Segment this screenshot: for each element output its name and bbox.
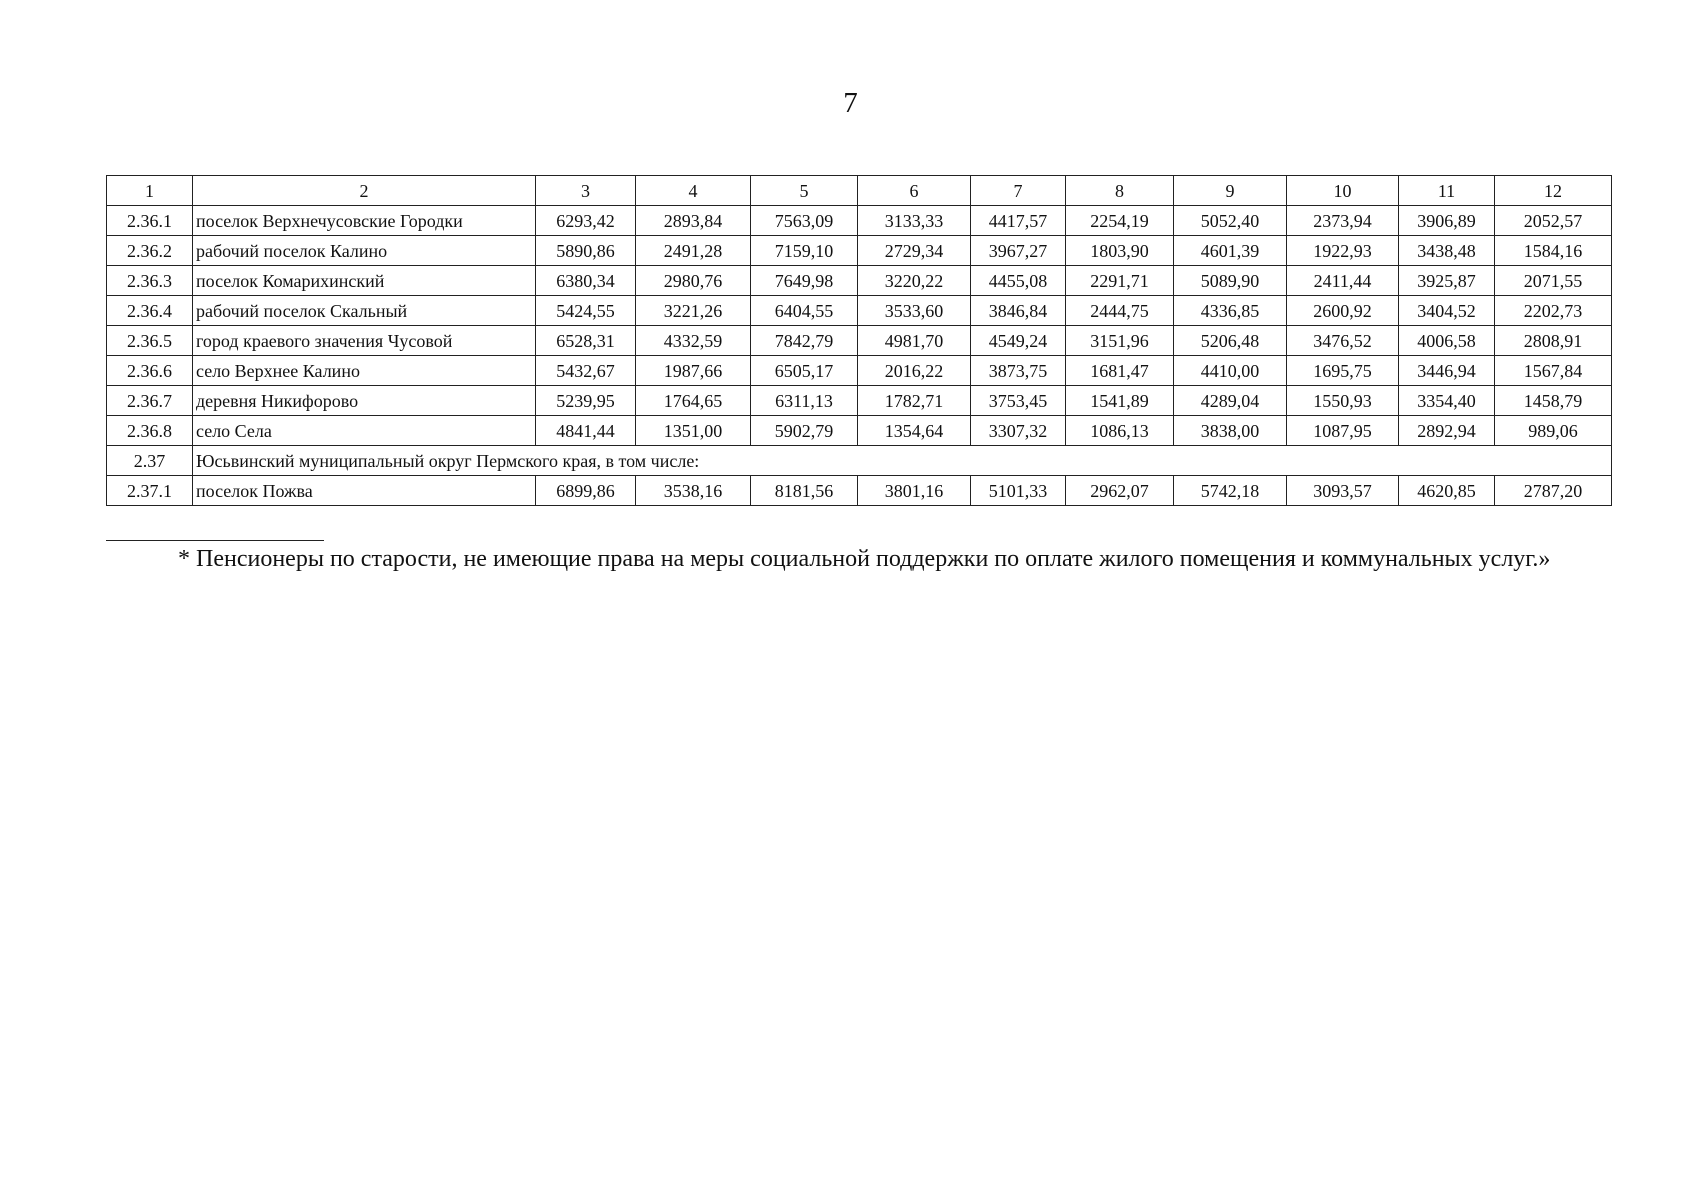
column-header: 4 xyxy=(636,176,751,206)
value-cell: 3476,52 xyxy=(1287,326,1399,356)
value-cell: 2202,73 xyxy=(1495,296,1612,326)
value-cell: 3354,40 xyxy=(1399,386,1495,416)
value-cell: 3801,16 xyxy=(858,476,971,506)
value-cell: 3093,57 xyxy=(1287,476,1399,506)
value-cell: 5089,90 xyxy=(1174,266,1287,296)
value-cell: 2808,91 xyxy=(1495,326,1612,356)
value-cell: 7563,09 xyxy=(751,206,858,236)
value-cell: 1087,95 xyxy=(1287,416,1399,446)
page-number: 7 xyxy=(843,87,858,119)
value-cell: 4549,24 xyxy=(971,326,1066,356)
column-header: 2 xyxy=(193,176,536,206)
value-cell: 2071,55 xyxy=(1495,266,1612,296)
value-cell: 3753,45 xyxy=(971,386,1066,416)
column-header: 1 xyxy=(107,176,193,206)
settlement-name-cell: поселок Верхнечусовские Городки xyxy=(193,206,536,236)
settlement-name-cell: село Села xyxy=(193,416,536,446)
column-header: 5 xyxy=(751,176,858,206)
value-cell: 3221,26 xyxy=(636,296,751,326)
value-cell: 4455,08 xyxy=(971,266,1066,296)
table-row xyxy=(107,206,1612,236)
settlement-name-cell: поселок Комарихинский xyxy=(193,266,536,296)
value-cell: 2411,44 xyxy=(1287,266,1399,296)
row-number-cell: 2.36.4 xyxy=(107,296,193,326)
column-header: 7 xyxy=(971,176,1066,206)
value-cell: 5206,48 xyxy=(1174,326,1287,356)
row-number-cell: 2.36.8 xyxy=(107,416,193,446)
value-cell: 5432,67 xyxy=(536,356,636,386)
value-cell: 2052,57 xyxy=(1495,206,1612,236)
column-header: 9 xyxy=(1174,176,1287,206)
table-row xyxy=(107,326,1612,356)
value-cell: 6311,13 xyxy=(751,386,858,416)
value-cell: 4417,57 xyxy=(971,206,1066,236)
value-cell: 2444,75 xyxy=(1066,296,1174,326)
value-cell: 1987,66 xyxy=(636,356,751,386)
value-cell: 5424,55 xyxy=(536,296,636,326)
section-row xyxy=(107,446,1612,476)
settlement-name-cell: город краевого значения Чусовой xyxy=(193,326,536,356)
value-cell: 3133,33 xyxy=(858,206,971,236)
value-cell: 1354,64 xyxy=(858,416,971,446)
value-cell: 4410,00 xyxy=(1174,356,1287,386)
value-cell: 5101,33 xyxy=(971,476,1066,506)
value-cell: 6899,86 xyxy=(536,476,636,506)
value-cell: 3967,27 xyxy=(971,236,1066,266)
footnote-divider xyxy=(106,540,324,541)
value-cell: 4841,44 xyxy=(536,416,636,446)
row-number-cell: 2.36.1 xyxy=(107,206,193,236)
value-cell: 3307,32 xyxy=(971,416,1066,446)
value-cell: 6293,42 xyxy=(536,206,636,236)
value-cell: 989,06 xyxy=(1495,416,1612,446)
value-cell: 1782,71 xyxy=(858,386,971,416)
value-cell: 3838,00 xyxy=(1174,416,1287,446)
value-cell: 3404,52 xyxy=(1399,296,1495,326)
value-cell: 4332,59 xyxy=(636,326,751,356)
value-cell: 2893,84 xyxy=(636,206,751,236)
value-cell: 1764,65 xyxy=(636,386,751,416)
value-cell: 1351,00 xyxy=(636,416,751,446)
value-cell: 3873,75 xyxy=(971,356,1066,386)
column-header: 11 xyxy=(1399,176,1495,206)
value-cell: 1567,84 xyxy=(1495,356,1612,386)
table-row xyxy=(107,296,1612,326)
value-cell: 2291,71 xyxy=(1066,266,1174,296)
value-cell: 6528,31 xyxy=(536,326,636,356)
value-cell: 2892,94 xyxy=(1399,416,1495,446)
value-cell: 3906,89 xyxy=(1399,206,1495,236)
value-cell: 3538,16 xyxy=(636,476,751,506)
value-cell: 6380,34 xyxy=(536,266,636,296)
value-cell: 4620,85 xyxy=(1399,476,1495,506)
row-number-cell: 2.37 xyxy=(107,446,193,476)
tariff-table xyxy=(106,175,1612,506)
value-cell: 5052,40 xyxy=(1174,206,1287,236)
settlement-name-cell: поселок Пожва xyxy=(193,476,536,506)
value-cell: 1550,93 xyxy=(1287,386,1399,416)
value-cell: 1541,89 xyxy=(1066,386,1174,416)
value-cell: 1584,16 xyxy=(1495,236,1612,266)
value-cell: 1695,75 xyxy=(1287,356,1399,386)
value-cell: 1681,47 xyxy=(1066,356,1174,386)
column-header: 10 xyxy=(1287,176,1399,206)
value-cell: 3846,84 xyxy=(971,296,1066,326)
value-cell: 2980,76 xyxy=(636,266,751,296)
value-cell: 5902,79 xyxy=(751,416,858,446)
value-cell: 7649,98 xyxy=(751,266,858,296)
value-cell: 3446,94 xyxy=(1399,356,1495,386)
value-cell: 6505,17 xyxy=(751,356,858,386)
table-row xyxy=(107,386,1612,416)
value-cell: 8181,56 xyxy=(751,476,858,506)
table-header-row xyxy=(107,176,1612,206)
value-cell: 2016,22 xyxy=(858,356,971,386)
table-row xyxy=(107,476,1612,506)
settlement-name-cell: село Верхнее Калино xyxy=(193,356,536,386)
table-row xyxy=(107,356,1612,386)
table-row xyxy=(107,416,1612,446)
table-row xyxy=(107,266,1612,296)
column-header: 8 xyxy=(1066,176,1174,206)
value-cell: 1922,93 xyxy=(1287,236,1399,266)
table-row xyxy=(107,236,1612,266)
value-cell: 3151,96 xyxy=(1066,326,1174,356)
row-number-cell: 2.36.2 xyxy=(107,236,193,266)
column-header: 6 xyxy=(858,176,971,206)
footnote: * Пенсионеры по старости, не имеющие права на меры социальной поддержки по оплате жилого помещения и коммунальных услуг.» xyxy=(178,546,1551,572)
row-number-cell: 2.37.1 xyxy=(107,476,193,506)
value-cell: 7159,10 xyxy=(751,236,858,266)
value-cell: 4006,58 xyxy=(1399,326,1495,356)
settlement-name-cell: рабочий поселок Калино xyxy=(193,236,536,266)
value-cell: 1458,79 xyxy=(1495,386,1612,416)
value-cell: 3438,48 xyxy=(1399,236,1495,266)
value-cell: 4336,85 xyxy=(1174,296,1287,326)
value-cell: 5890,86 xyxy=(536,236,636,266)
value-cell: 3220,22 xyxy=(858,266,971,296)
value-cell: 6404,55 xyxy=(751,296,858,326)
value-cell: 2962,07 xyxy=(1066,476,1174,506)
value-cell: 1086,13 xyxy=(1066,416,1174,446)
value-cell: 3925,87 xyxy=(1399,266,1495,296)
value-cell: 1803,90 xyxy=(1066,236,1174,266)
value-cell: 3533,60 xyxy=(858,296,971,326)
value-cell: 4601,39 xyxy=(1174,236,1287,266)
value-cell: 4981,70 xyxy=(858,326,971,356)
column-header: 3 xyxy=(536,176,636,206)
row-number-cell: 2.36.5 xyxy=(107,326,193,356)
row-number-cell: 2.36.7 xyxy=(107,386,193,416)
settlement-name-cell: деревня Никифорово xyxy=(193,386,536,416)
section-name-cell: Юсьвинский муниципальный округ Пермского края, в том числе: xyxy=(193,446,1612,476)
value-cell: 2254,19 xyxy=(1066,206,1174,236)
row-number-cell: 2.36.6 xyxy=(107,356,193,386)
row-number-cell: 2.36.3 xyxy=(107,266,193,296)
value-cell: 5239,95 xyxy=(536,386,636,416)
settlement-name-cell: рабочий поселок Скальный xyxy=(193,296,536,326)
table-body xyxy=(107,176,1612,506)
value-cell: 2787,20 xyxy=(1495,476,1612,506)
value-cell: 2600,92 xyxy=(1287,296,1399,326)
value-cell: 4289,04 xyxy=(1174,386,1287,416)
value-cell: 2491,28 xyxy=(636,236,751,266)
value-cell: 2373,94 xyxy=(1287,206,1399,236)
value-cell: 7842,79 xyxy=(751,326,858,356)
column-header: 12 xyxy=(1495,176,1612,206)
value-cell: 5742,18 xyxy=(1174,476,1287,506)
value-cell: 2729,34 xyxy=(858,236,971,266)
